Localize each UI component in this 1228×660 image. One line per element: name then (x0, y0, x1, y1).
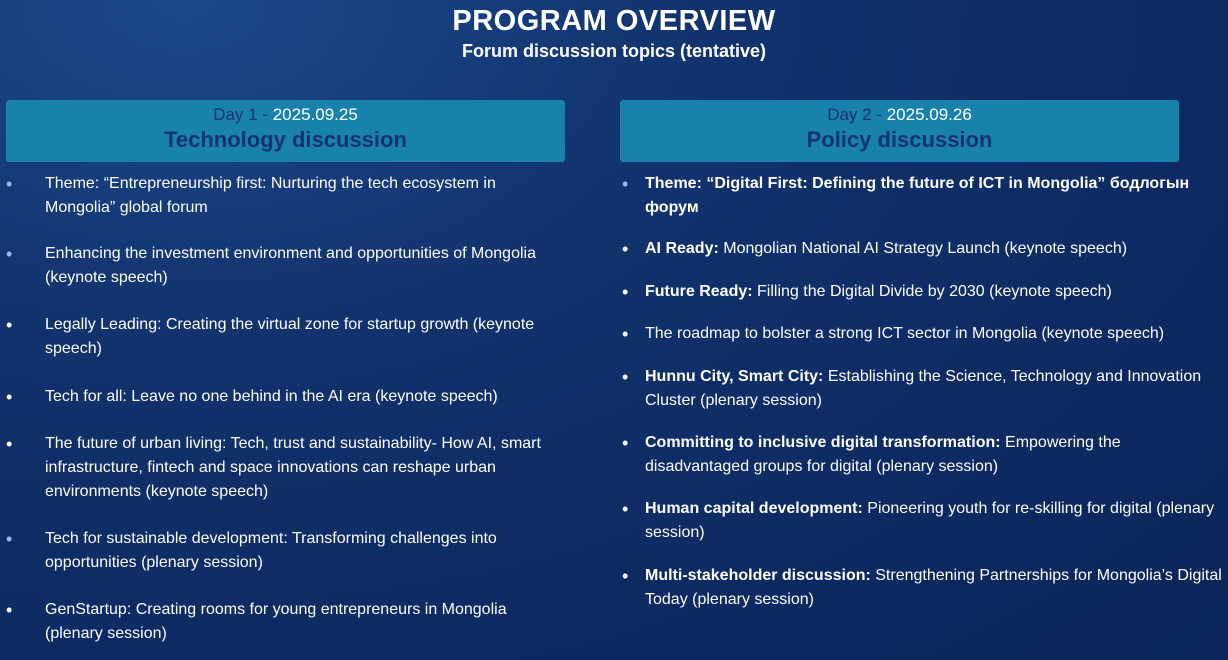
bullet-icon: • (622, 174, 629, 194)
bullet-icon: • (6, 387, 13, 407)
day2-topic: • Human capital development: Pioneering youth for re-skilling for digital (plenary session) (622, 499, 1215, 541)
day1-topic: • GenStartup: Creating rooms for young entrepreneurs in Mongolia (plenary session) (6, 600, 507, 642)
day1-topic: • The future of urban living: Tech, trust and sustainability- How AI, smart infrastructure, fintech and space innovations can reshape urban environments (keynote speech) (6, 434, 541, 500)
bullet-icon: • (622, 324, 629, 344)
day2-topic: • Multi-stakeholder discussion: Strengthening Partnerships for Mongolia’s Digital Today (plenary session) (622, 566, 1222, 608)
bullet-icon: • (6, 529, 13, 549)
day1-topic: • Tech for all: Leave no one behind in the AI era (keynote speech) (6, 387, 498, 407)
page-subtitle: Forum discussion topics (tentative) (461, 41, 767, 61)
day2-header (620, 100, 1179, 162)
bullet-icon: • (6, 600, 13, 620)
bullet-icon: • (622, 367, 629, 387)
day1-date: 2025.09.25 (272, 105, 358, 124)
bullet-icon: • (6, 434, 13, 454)
day2-date: 2025.09.26 (886, 105, 972, 124)
day2-topic: • Hunnu City, Smart City: Establishing the Science, Technology and Innovation Cluster (plenary session) (622, 367, 1202, 409)
day1-topic: • Tech for sustainable development: Transforming challenges into opportunities (plenary session) (6, 529, 497, 571)
bullet-icon: • (622, 282, 629, 302)
day1-date-line (6, 105, 565, 125)
bullet-icon: • (622, 239, 629, 259)
day1-topic: • Theme: “Entrepreneurship first: Nurturing the tech ecosystem in Mongolia” global forum (6, 174, 496, 216)
bullet-icon: • (6, 174, 13, 194)
day2-topic: • AI Ready: Mongolian National AI Strategy Launch (keynote speech) (622, 239, 1128, 259)
page-title: PROGRAM OVERVIEW (452, 5, 776, 37)
day2-topic: • Committing to inclusive digital transformation: Empowering the disadvantaged groups for digital (plenary session) (622, 433, 1121, 475)
day1-label: Day 1 - (213, 105, 273, 124)
bullet-icon: • (6, 244, 13, 264)
day2-topic: • Future Ready: Filling the Digital Divide by 2030 (keynote speech) (622, 282, 1112, 302)
day2-topic: • The roadmap to bolster a strong ICT sector in Mongolia (keynote speech) (622, 324, 1165, 344)
day1-topic: • Legally Leading: Creating the virtual zone for startup growth (keynote speech) (6, 315, 535, 357)
day2-date-line (620, 105, 1179, 125)
day2-theme: Policy discussion (806, 127, 993, 152)
bullet-icon: • (622, 499, 629, 519)
day1-topic: • Enhancing the investment environment and opportunities of Mongolia (keynote speech) (6, 244, 536, 286)
day2-topic: • Theme: “Digital First: Defining the future of ICT in Mongolia” бодлогын форум (622, 174, 1190, 216)
day1-header (6, 100, 565, 162)
bullet-icon: • (622, 433, 629, 453)
bullet-icon: • (6, 315, 13, 335)
day1-theme: Technology discussion (164, 127, 407, 152)
bullet-icon: • (622, 566, 629, 586)
day2-label: Day 2 - (827, 105, 887, 124)
